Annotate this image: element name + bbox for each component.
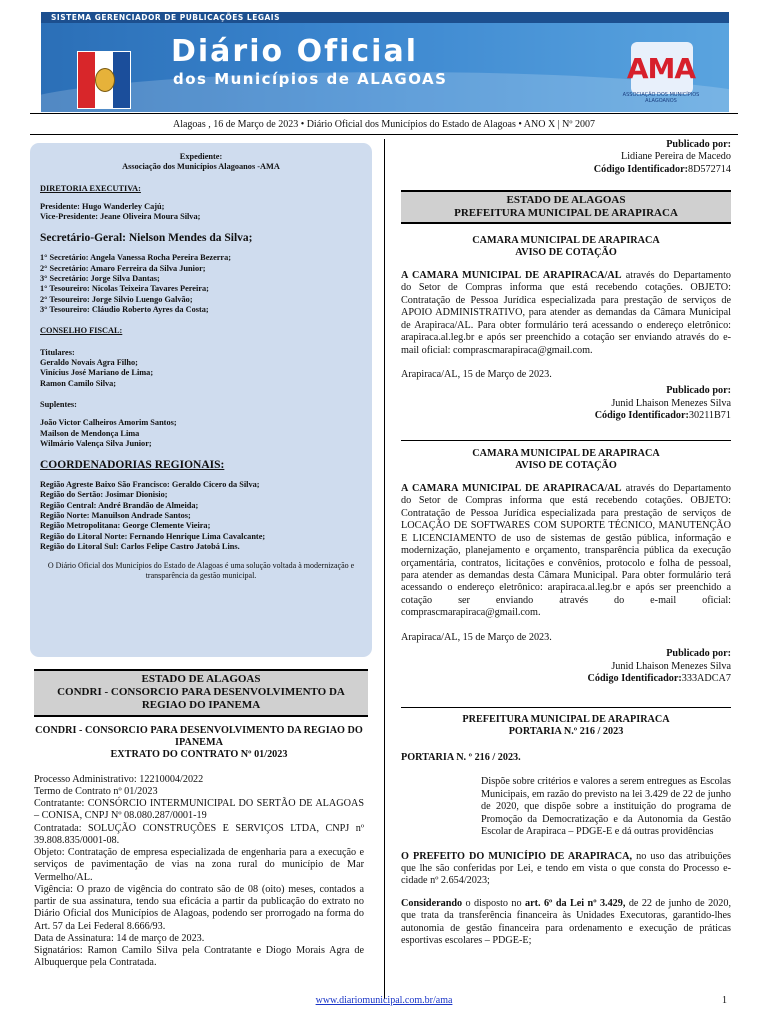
extract-entity-title: CONDRI - CONSORCIO PARA DESENVOLVIMENTO DA REGIAO DO IPANEMA <box>35 725 363 749</box>
titular-item: Vinícius José Mariano de Lima; <box>40 368 154 378</box>
system-name: SISTEMA GERENCIADOR DE PUBLICAÇÕES LEGAIS <box>51 13 280 22</box>
expediente-footer: O Diário Oficial dos Municípios do Estado de Alagoas é uma solução voltada à modernização e transparência da gestão municipal. <box>47 561 355 581</box>
cargo-item: 3° Secretário: Jorge Silva Dantas; <box>40 273 160 283</box>
portaria-p2-law: art. 6º da Lei nº 3.429, <box>525 897 626 909</box>
aviso-date: Arapiraca/AL, 15 de Março de 2023. <box>401 631 552 643</box>
footer <box>0 995 768 1007</box>
ama-logo <box>611 42 711 110</box>
code-label: Código Identificador: <box>587 673 682 684</box>
arapiraca-section-header <box>401 190 731 224</box>
system-stripe <box>41 12 729 23</box>
expediente-title: Expediente: <box>179 152 223 161</box>
masthead-subtitle: dos Municípios de ALAGOAS <box>173 70 448 88</box>
entity-heading: CONDRI - CONSORCIO PARA DESENVOLVIMENTO DA REGIAO DO IPANEMA <box>57 686 345 712</box>
portaria-number: PORTARIA N. º 216 / 2023. <box>401 751 521 763</box>
aviso-subtitle: AVISO DE COTAÇÃO <box>515 460 617 472</box>
aviso-date: Arapiraca/AL, 15 de Março de 2023. <box>401 368 552 380</box>
coord-item: Região do Litoral Norte: Fernando Henrique Lima Cavalcante; <box>40 531 266 541</box>
extract-paragraph: Contratante: CONSÓRCIO INTERMUNICIPAL DO SERTÃO DE ALAGOAS – CONISA, CNPJ Nº 08.080.287/0001-19 <box>34 798 364 822</box>
code-label: Código Identificador: <box>593 163 688 175</box>
extract-paragraph: Vigência: O prazo de vigência do contrato são de 08 (oito) meses, contados a partir de sua assinatura, tendo sua eficácia a partir da publicação do extrato no Diário Oficial dos Municípios de Alagoas, podendo ser prorrogado na forma do Art. 57 da Lei Federal 8.666/93. <box>34 883 364 932</box>
section-separator <box>401 440 731 441</box>
vice-presidente: Vice-Presidente: Jeane Oliveira Moura Silva; <box>40 212 201 222</box>
conselho-heading: CONSELHO FISCAL: <box>40 326 123 336</box>
expediente-org: Associação dos Municípios Alagoanos -AMA <box>122 162 280 172</box>
extract-paragraph: Objeto: Contratação de empresa especializada de engenharia para a execução e serviços de pavimentação de vias na zona rural do município de Mar Vermelho/AL. <box>34 847 364 883</box>
aviso-body: através do Departamento do Setor de Compras informa que está recebendo cotações. OBJETO: Contratação de Pessoa Jurídica especializada para prestação de serviços de APOIO ADMINISTRATIVO, para atender as demandas da Câmara Municipal de Arapiraca/AL. Para obter formulário terá acessando o endereço eletrônico: arapiraca.al.leg.br e após ser preenchido a cotação ser enviando através do e-mail oficial: comprascmarapiraca@gmail.com. <box>401 269 731 356</box>
aviso-subtitle: AVISO DE COTAÇÃO <box>515 247 617 259</box>
presidente: Presidente: Hugo Wanderley Cajú; <box>40 202 165 212</box>
state-heading: ESTADO DE ALAGOAS <box>141 673 261 685</box>
ama-logo-text: AMA <box>626 52 696 85</box>
dateline: Alagoas , 16 de Março de 2023 • Diário Oficial dos Municípios do Estado de Alagoas • ANO X | Nº 2007 <box>30 113 738 135</box>
cargo-item: 2° Secretário: Amaro Ferreira da Silva Junior; <box>40 263 206 273</box>
expediente-box <box>30 143 372 657</box>
suplente-item: Mailson de Mendonça Lima <box>40 428 140 438</box>
coordenadorias-heading: COORDENADORIAS REGIONAIS: <box>40 458 225 471</box>
titular-item: Ramon Camilo Silva; <box>40 378 117 388</box>
cargo-item: 1° Secretário: Angela Vanessa Rocha Pereira Bezerra; <box>40 253 232 263</box>
cargo-item: 2° Tesoureiro: Jorge Silvio Luengo Galvão; <box>40 294 193 304</box>
publisher-block-1 <box>401 139 731 176</box>
coord-item: Região Metropolitana: George Clemente Vieira; <box>40 521 211 531</box>
coord-item: Região Central: André Brandão de Almeida; <box>40 500 199 510</box>
portaria-p2-body: de 22 de junho de 2020, que trata da transferência financeira às Unidades Executoras, garantido-lhes autonomia de gestão financeira para ordenamento e execução de práticas esportivas escolares – PDGE-E; <box>401 897 731 947</box>
identifier-code: 30211B71 <box>688 410 731 422</box>
state-heading: ESTADO DE ALAGOAS <box>506 194 626 206</box>
extract-paragraph: Processo Administrativo: 12210004/2022 <box>34 773 204 785</box>
aviso-cotacao-1 <box>401 235 731 423</box>
condri-extract <box>34 725 364 969</box>
entity-heading: PREFEITURA MUNICIPAL DE ARAPIRACA <box>454 207 678 220</box>
condri-section-header <box>34 669 368 717</box>
aviso-title: CAMARA MUNICIPAL DE ARAPIRACA <box>472 235 660 246</box>
aviso-title: CAMARA MUNICIPAL DE ARAPIRACA <box>472 448 660 459</box>
cargo-item: 1° Tesoureiro: Nicolas Teixeira Tavares Pereira; <box>40 284 209 294</box>
cargo-item: 3° Tesoureiro: Cláudio Roberto Ayres da Costa; <box>40 304 209 314</box>
column-divider <box>384 139 385 999</box>
coord-item: Região do Sertão: Josimar Dionisio; <box>40 490 168 500</box>
extract-paragraph: Data de Assinatura: 14 de março de 2023. <box>34 932 205 944</box>
portaria-p2-mid: o disposto no <box>462 897 525 909</box>
portaria-216 <box>401 714 731 948</box>
suplentes-heading: Suplentes: <box>40 400 77 410</box>
published-by-label: Publicado por: <box>666 385 731 397</box>
portaria-entity: PREFEITURA MUNICIPAL DE ARAPIRACA <box>462 714 670 725</box>
titular-item: Geraldo Novais Agra Filho; <box>40 358 138 368</box>
portaria-p2-lead: Considerando <box>401 897 463 909</box>
publisher-name: Junid Lhaison Menezes Silva <box>611 397 731 409</box>
extract-paragraph: Contratada: SOLUÇÃO CONSTRUÇÕES E SERVIÇOS LTDA, CNPJ nº 39.808.835/0001-08. <box>34 822 364 846</box>
aviso-body: através do Departamento do Setor de Compras informa que está recebendo cotações. OBJETO: Contratação de Pessoa Jurídica especializada para prestação de serviços de LOCAÇÃO DE SOFTWARES COM SUPORTE TÉCNICO, MANUTENÇÃO E LICENCIAMENTO de uso de sistemas de gestão pública, informação e modernização, planejamento e orçamento, transparência pública da execução orçamentária, contratos, licitações e convênios, protocolo e folha de pessoal, para atender as demandas desta Câmara Municipal. Para obter formulário terá acessando o endereço eletrônico: arapiraca.al.leg.br e após ser preenchido a cotação ser enviando através do e-mail oficial: comprascmarapiraca@gmail.com. <box>401 482 731 619</box>
secretario-geral: Secretário-Geral: Nielson Mendes da Silva; <box>40 231 253 244</box>
identifier-code: 8D572714 <box>687 163 731 175</box>
identifier-code: 333ADCA7 <box>681 673 731 684</box>
coord-item: Região do Litoral Sul: Carlos Felipe Castro Jatobá Lins. <box>40 542 240 552</box>
coord-item: Região Agreste Baixo São Francisco: Geraldo Cicero da Silva; <box>40 479 260 489</box>
aviso-lead: A CAMARA MUNICIPAL DE ARAPIRACA/AL <box>401 269 622 281</box>
section-separator <box>401 707 731 708</box>
diretoria-heading: DIRETORIA EXECUTIVA: <box>40 183 141 193</box>
flag-crest-icon <box>95 68 115 92</box>
masthead-banner <box>41 12 729 112</box>
ama-logo-subtext: ASSOCIAÇÃO DOS MUNICÍPIOS ALAGOANOS <box>622 92 700 105</box>
suplente-item: Wilmário Valença Silva Junior; <box>40 439 152 449</box>
titulares-heading: Titulares: <box>40 347 75 357</box>
published-by-label: Publicado por: <box>666 139 731 150</box>
extract-paragraph: Signatários: Ramon Camilo Silva pela Contratante e Diogo Morais Agra de Albuquerque pela Contratada. <box>34 944 364 969</box>
masthead-title: Diário Oficial <box>171 34 418 69</box>
code-label: Código Identificador: <box>594 410 689 422</box>
portaria-ementa: Dispõe sobre critérios e valores a serem entregues as Escolas Municipais, em razão do previsto na lei 3.429 de 22 de junho de 2020, que dispõe sobre a instituição do programa de Promoção da Democratização e da Autonomia da Gestão Escolar de Arapiraca – PDGE-E e dá outras providências <box>481 776 731 838</box>
portaria-title: PORTARIA N.º 216 / 2023 <box>508 726 624 738</box>
alagoas-flag-icon <box>77 51 131 109</box>
suplente-item: João Victor Calheiros Amorim Santos; <box>40 418 177 428</box>
aviso-lead: A CAMARA MUNICIPAL DE ARAPIRACA/AL <box>401 482 622 494</box>
page-number: 1 <box>722 995 727 1006</box>
coord-item: Região Norte: Manuilson Andrade Santos; <box>40 511 191 521</box>
publisher-name: Lidiane Pereira de Macedo <box>620 151 731 163</box>
website-link[interactable]: www.diariomunicipal.com.br/ama <box>315 995 453 1006</box>
aviso-cotacao-2 <box>401 448 731 685</box>
extract-paragraph: Termo de Contrato nº 01/2023 <box>34 785 158 797</box>
portaria-p1-lead: O PREFEITO DO MUNICÍPIO DE ARAPIRACA, <box>401 850 633 862</box>
extract-contract-title: EXTRATO DO CONTRATO Nº 01/2023 <box>110 749 288 761</box>
publisher-name: Junid Lhaison Menezes Silva <box>611 660 731 672</box>
published-by-label: Publicado por: <box>666 648 731 660</box>
portaria-p1-body: no uso das atribuições que lhe são conferidas por Lei, e tendo em vista o que consta do Processo e-cidade nº 2.654/2023; <box>401 850 731 887</box>
